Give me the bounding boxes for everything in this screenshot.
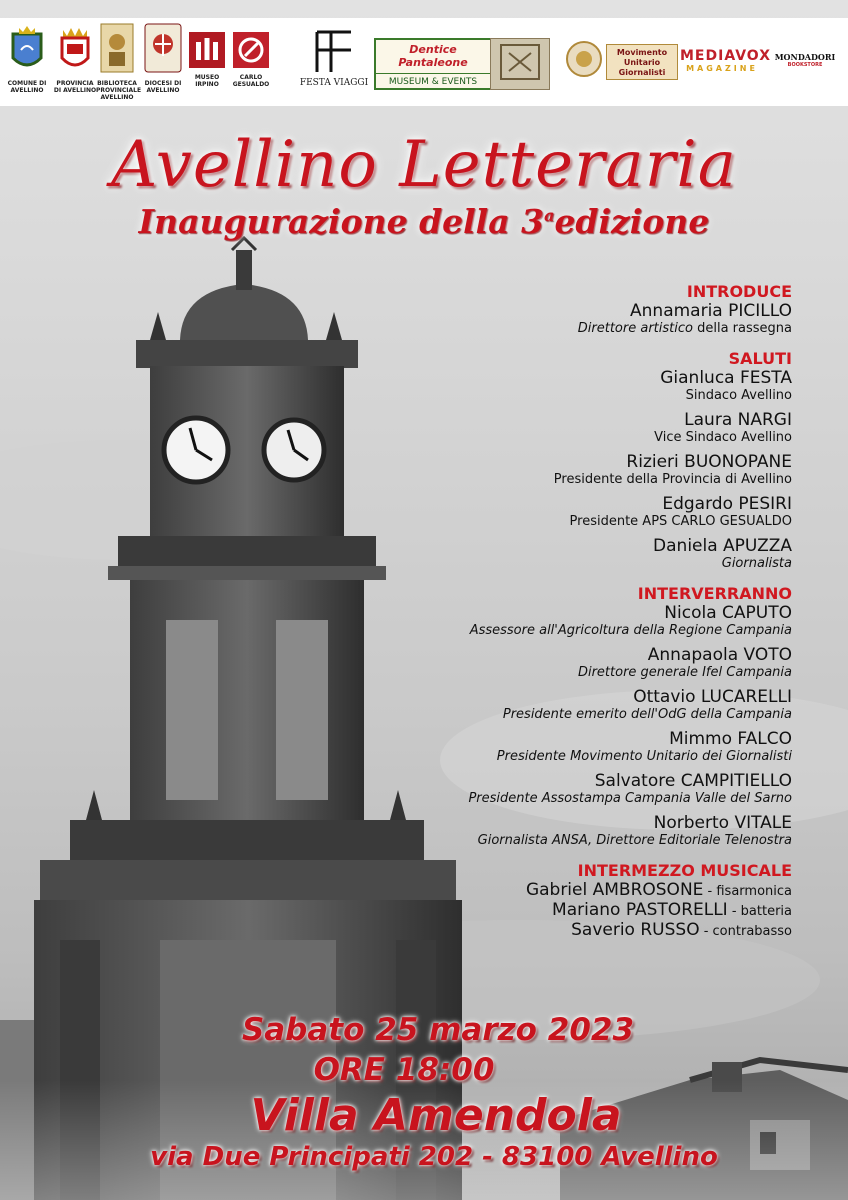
speaker-name: Ottavio LUCARELLI [633, 687, 792, 707]
logo-subcaption: BOOKSTORE [787, 62, 823, 68]
logo-caption: MONDADORI [774, 52, 836, 62]
section-heading-intermezzo: INTERMEZZO MUSICALE [577, 861, 792, 880]
event-date: Sabato 25 marzo 2023 [241, 1012, 635, 1048]
speaker-role [292, 321, 792, 337]
musician-entry [292, 920, 792, 940]
speaker-role: Giornalista [721, 556, 792, 571]
logo-caption: BIBLIOTECA PROVINCIALE AVELLINO [96, 80, 142, 101]
musician-name: Mariano PASTORELLI [552, 900, 728, 920]
section-heading-interverranno: INTERVERRANNO [637, 584, 792, 603]
logo-caption: Dentice Pantaleone [398, 43, 468, 69]
poster-title: Avellino Letteraria [111, 128, 737, 202]
logo-subcaption: MAGAZINE [686, 64, 758, 73]
speaker-role: Presidente della Provincia di Avellino [553, 472, 792, 487]
speaker-role: Presidente APS CARLO GESUALDO [569, 514, 792, 529]
speaker-name: Nicola CAPUTO [664, 603, 792, 623]
speaker-name: Gianluca FESTA [660, 368, 792, 388]
speaker-role: Assessore all'Agricoltura della Regione Campania [469, 623, 792, 638]
section-heading-saluti: SALUTI [728, 349, 792, 368]
section-heading-introduce: INTRODUCE [686, 282, 792, 301]
speaker-name: Norberto VITALE [653, 813, 792, 833]
speaker-name: Salvatore CAMPITIELLO [594, 771, 792, 791]
event-venue: Villa Amendola [250, 1090, 622, 1141]
event-time: ORE 18:00 [313, 1052, 495, 1088]
speaker-role: Sindaco Avellino [685, 388, 792, 403]
speaker-role: Presidente Assostampa Campania Valle del Sarno [468, 791, 792, 806]
musician-instrument: - batteria [727, 904, 792, 919]
speaker-role: Direttore generale Ifel Campania [577, 665, 792, 680]
speaker-name: Annamaria PICILLO [630, 301, 792, 321]
speaker-role: Presidente emerito dell'OdG della Campania [502, 707, 792, 722]
musician-name: Gabriel AMBROSONE [525, 880, 704, 900]
speaker-name: Mimmo FALCO [669, 729, 792, 749]
speaker-role: Presidente Movimento Unitario dei Giornalisti [496, 749, 792, 764]
speaker-role: Vice Sindaco Avellino [654, 430, 792, 445]
logo-caption: COMUNE DI AVELLINO [7, 80, 47, 94]
subtitle-ordinal: a [544, 206, 555, 225]
speaker-name: Edgardo PESIRI [662, 494, 792, 514]
speaker-role: Giornalista ANSA, Direttore Editoriale Telenostra [477, 833, 792, 848]
logo-caption: FESTA VIAGGI [299, 78, 369, 88]
poster-subtitle [0, 202, 848, 241]
musician-instrument: - contrabasso [699, 924, 792, 939]
logo-subcaption: MUSEUM & EVENTS [376, 73, 490, 87]
logo-caption: MEDIAVOX [680, 48, 771, 64]
speaker-role-italic: Direttore artistico [577, 321, 693, 336]
speaker-name: Rizieri BUONOPANE [626, 452, 792, 472]
logo-caption: PROVINCIA DI AVELLINO [53, 80, 97, 94]
event-address: via Due Principati 202 - 83100 Avellino [150, 1142, 718, 1172]
logo-caption: Movimento Unitario Giornalisti [616, 48, 668, 77]
musician-instrument: - fisarmonica [703, 884, 792, 899]
musician-entry [292, 900, 792, 920]
musician-entry [292, 880, 792, 900]
subtitle-end: edizione [554, 202, 710, 241]
speaker-role-rest: della rassegna [692, 321, 792, 336]
musician-name: Saverio RUSSO [571, 920, 700, 940]
logo-caption: MUSEO IRPINO [194, 74, 220, 88]
speaker-name: Annapaola VOTO [647, 645, 792, 665]
logo-caption: CARLO GESUALDO [232, 74, 270, 88]
logo-caption: DIOCESI DI AVELLINO [144, 80, 182, 94]
subtitle-main: Inaugurazione della 3 [138, 202, 545, 241]
speaker-name: Laura NARGI [684, 410, 792, 430]
program-list [292, 282, 792, 940]
speaker-name: Daniela APUZZA [653, 536, 792, 556]
